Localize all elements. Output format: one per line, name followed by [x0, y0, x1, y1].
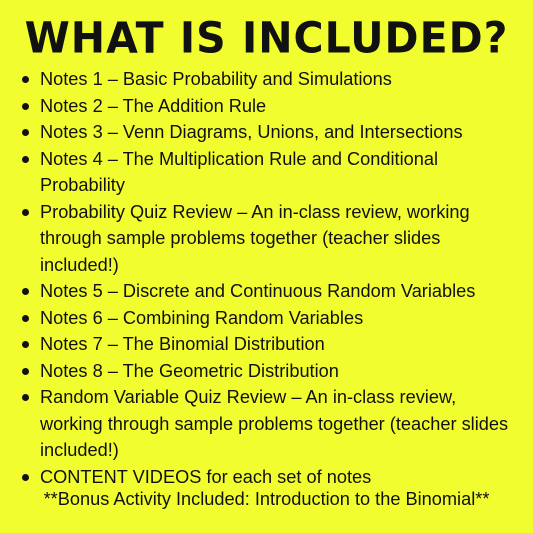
list-item — [18, 384, 523, 464]
bonus-note: **Bonus Activity Included: Introduction to the Binomial** — [43, 489, 490, 509]
bullet-icon — [22, 288, 29, 295]
bullet-icon — [22, 315, 29, 322]
list-item — [18, 146, 523, 199]
page-title: WHAT IS INCLUDED? — [24, 12, 509, 64]
list-item-text: Random Variable Quiz Review – An in-class review, working through sample problems together (teacher slides included!) — [40, 387, 509, 460]
bullet-icon — [22, 394, 29, 401]
bullet-icon — [22, 474, 29, 481]
list-item-text: Notes 4 – The Multiplication Rule and Conditional Probability — [40, 148, 439, 195]
bullet-icon — [22, 129, 29, 136]
bullet-icon — [22, 209, 29, 216]
list-item — [18, 199, 523, 279]
list-item-text: Notes 1 – Basic Probability and Simulations — [40, 69, 392, 89]
bullet-icon — [22, 368, 29, 375]
list-item — [18, 66, 523, 93]
list-item-text: Notes 7 – The Binomial Distribution — [40, 334, 325, 354]
bullet-icon — [22, 156, 29, 163]
list-item-text: Probability Quiz Review – An in-class review, working through sample problems together (teacher slides included!) — [40, 201, 470, 275]
bullet-icon — [22, 76, 29, 83]
list-item-text: Notes 6 – Combining Random Variables — [40, 307, 364, 328]
list-item-text: Notes 3 – Venn Diagrams, Unions, and Intersections — [40, 122, 463, 142]
bullet-icon — [22, 103, 29, 110]
list-item-text: Notes 2 – The Addition Rule — [40, 95, 267, 116]
list-item — [18, 93, 523, 120]
list-item — [18, 305, 523, 332]
list-item — [18, 278, 523, 305]
bullet-icon — [22, 341, 29, 348]
list-item — [18, 331, 523, 358]
list-item — [18, 119, 523, 146]
list-item-text: CONTENT VIDEOS for each set of notes — [40, 466, 372, 487]
list-item — [18, 358, 523, 385]
list-item-text: Notes 8 – The Geometric Distribution — [40, 360, 339, 381]
list-item-text: Notes 5 – Discrete and Continuous Random Variables — [40, 281, 476, 301]
included-list — [18, 66, 523, 490]
